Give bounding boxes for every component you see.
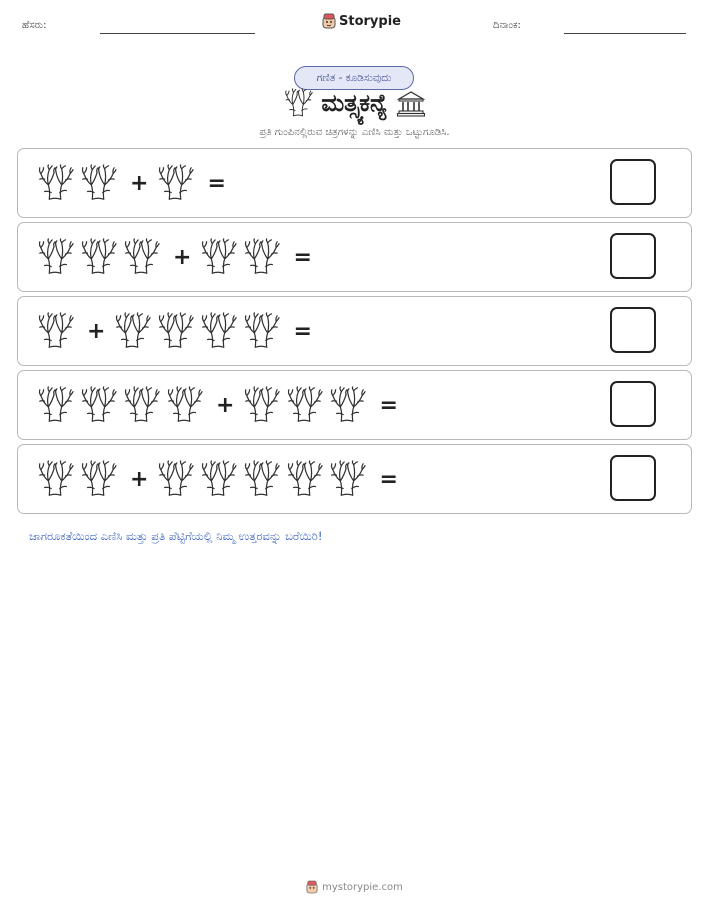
coral-icon [242, 312, 280, 350]
equals-sign: = [379, 466, 398, 492]
coral-icon [242, 386, 280, 424]
coral-icon [199, 312, 237, 350]
storypie-mascot-icon [322, 13, 336, 29]
addend-b-group [242, 386, 371, 424]
equals-sign: = [293, 244, 312, 270]
date-label: ದಿನಾಂಕ: [493, 20, 521, 31]
coral-icon [113, 312, 151, 350]
equation [36, 371, 406, 439]
coral-icon [199, 238, 237, 276]
coral-icon [36, 238, 74, 276]
coral-icon [36, 386, 74, 424]
coral-icon [156, 164, 194, 202]
equation [36, 297, 320, 365]
plus-sign: + [130, 170, 149, 196]
footer-site: mystorypie.com [322, 881, 403, 893]
equals-sign: = [293, 318, 312, 344]
problem-row [17, 296, 692, 366]
addend-b-group [156, 460, 371, 498]
brand-name: Storypie [339, 13, 401, 29]
coral-icon [36, 460, 74, 498]
equals-sign: = [379, 392, 398, 418]
problem-row [17, 444, 692, 514]
coral-icon [156, 312, 194, 350]
addend-b-group [113, 312, 285, 350]
equation [36, 149, 234, 217]
coral-icon [36, 312, 74, 350]
addend-a-group [36, 386, 208, 424]
brand-logo [322, 13, 401, 29]
plus-sign: + [216, 392, 235, 418]
date-line[interactable] [564, 33, 686, 34]
coral-icon [285, 460, 323, 498]
coral-icon [328, 460, 366, 498]
coral-icon [122, 386, 160, 424]
problem-row [17, 148, 692, 218]
coral-icon [79, 164, 117, 202]
name-label: ಹೆಸರು: [22, 20, 47, 31]
addend-a-group [36, 460, 122, 498]
coral-icon [242, 460, 280, 498]
coral-icon [165, 386, 203, 424]
coral-icon [285, 386, 323, 424]
storypie-mascot-icon [306, 880, 318, 894]
instruction-text: ಪ್ರತಿ ಗುಂಪಿನಲ್ಲಿರುವ ಚಿತ್ರಗಳನ್ನು ಎಣಿಸಿ ಮತ್ತು ಒಟ್ಟುಗೂಡಿಸಿ. [259, 127, 450, 138]
plus-sign: + [173, 244, 192, 270]
answer-box[interactable] [610, 455, 656, 501]
equals-sign: = [207, 170, 226, 196]
equation [36, 445, 406, 513]
answer-box[interactable] [610, 159, 656, 205]
coral-icon [328, 386, 366, 424]
addend-a-group [36, 238, 165, 276]
equation [36, 223, 320, 291]
coral-icon [242, 238, 280, 276]
footer [0, 880, 709, 894]
coral-icon [79, 238, 117, 276]
coral-icon [36, 164, 74, 202]
problem-row [17, 370, 692, 440]
coral-icon [199, 460, 237, 498]
subject-pill: ಗಣಿತ - ಕೂಡಿಸುವುದು [294, 66, 414, 90]
coral-icon [79, 386, 117, 424]
addend-a-group [36, 312, 79, 350]
footer-note: ಜಾಗರೂಕತೆಯಿಂದ ಎಣಿಸಿ ಮತ್ತು ಪ್ರತಿ ಪೆಟ್ಟಿಗೆಯಲ್ಲಿ ನಿಮ್ಮ ಉತ್ತರವನ್ನು ಬರೆಯಿರಿ! [29, 529, 323, 543]
answer-box[interactable] [610, 233, 656, 279]
addend-a-group [36, 164, 122, 202]
name-line[interactable] [100, 33, 255, 34]
coral-icon [122, 238, 160, 276]
coral-icon [283, 88, 313, 118]
coral-icon [156, 460, 194, 498]
plus-sign: + [130, 466, 149, 492]
answer-box[interactable] [610, 381, 656, 427]
problem-row [17, 222, 692, 292]
plus-sign: + [87, 318, 106, 344]
coral-icon [79, 460, 117, 498]
addend-b-group [199, 238, 285, 276]
page-title: ಮತ್ಸ್ಯಕನ್ಯೆ [321, 89, 388, 117]
addend-b-group [156, 164, 199, 202]
temple-icon [396, 88, 426, 118]
answer-box[interactable] [610, 307, 656, 353]
